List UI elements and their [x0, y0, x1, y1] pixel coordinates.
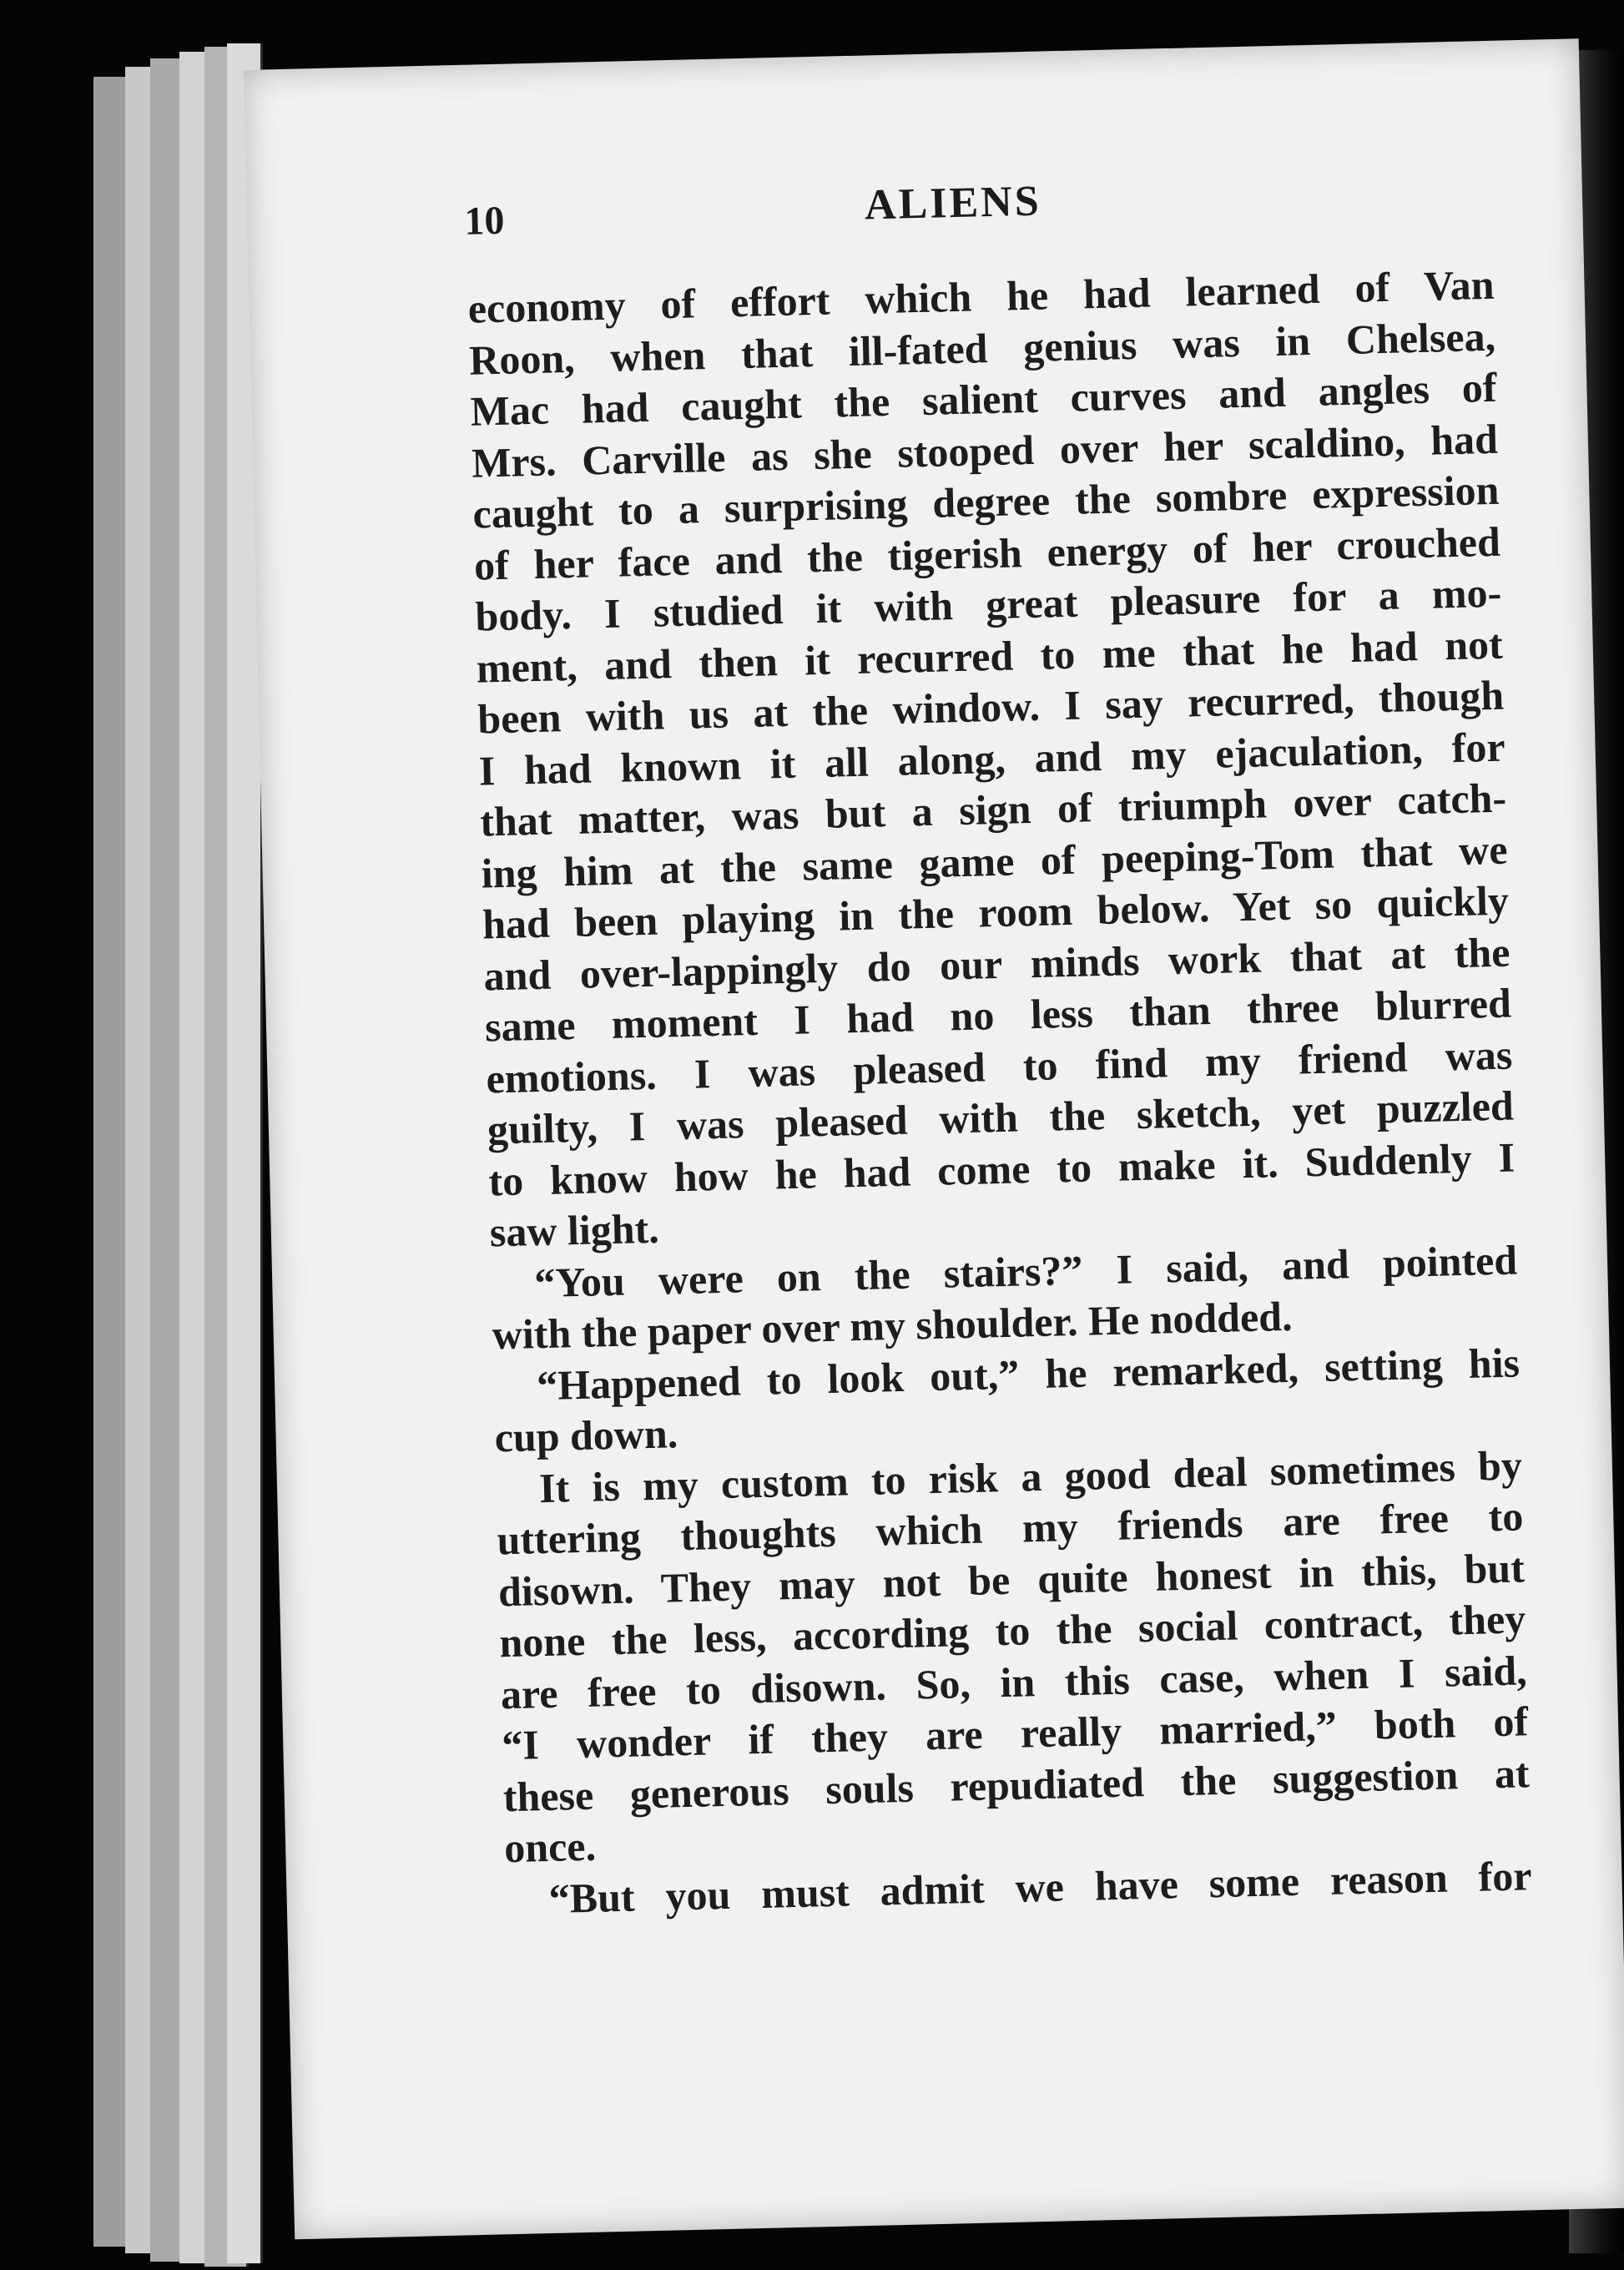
text-line: that matter, was but a sign of triumph over catch- — [479, 774, 1507, 845]
text-line: “Happened to look out,” he remarked, setting his — [536, 1338, 1521, 1409]
text-line: and over-lappingly do our minds work that at the — [482, 928, 1511, 1000]
text-line: to know how he had come to make it. Suddenly I — [487, 1132, 1516, 1204]
text-line: Mrs. Carville as she stooped over her scaldino, had — [471, 415, 1499, 487]
text-line: emotions. I was pleased to find my friend was — [485, 1031, 1513, 1102]
text-line: “You were on the stairs?” I said, and pointed — [533, 1235, 1518, 1306]
text-line: guilty, I was pleased with the sketch, yet puzzled — [487, 1082, 1515, 1153]
text-line: none the less, according to the social contract, they — [498, 1595, 1526, 1667]
text-line: uttering thoughts which my friends are free to — [496, 1492, 1524, 1564]
text-line: saw light. — [489, 1204, 660, 1256]
text-line: been with us at the window. I say recurred, though — [477, 671, 1505, 743]
running-head: ALIENS — [864, 177, 1042, 230]
text-line: cup down. — [494, 1410, 678, 1461]
text-line: are free to disown. So, in this case, when I said, — [500, 1646, 1528, 1718]
text-line: with the paper over my shoulder. He nodded. — [492, 1292, 1294, 1359]
text-line: body. I studied it with great pleasure for a mo- — [474, 568, 1502, 640]
text-line: ment, and then it recurred to me that he had not — [476, 620, 1504, 692]
text-line: economy of effort which he had learned of Van — [467, 260, 1495, 332]
text-line: had been playing in the room below. Yet so quickly — [482, 876, 1510, 948]
text-line: disown. They may not be quite honest in this, but — [497, 1543, 1526, 1615]
text-line: It is my custom to risk a good deal sometimes by — [538, 1440, 1523, 1511]
text-line: “But you must admit we have some reason for — [548, 1851, 1533, 1922]
body-text — [467, 260, 1532, 1925]
text-line: once. — [503, 1822, 597, 1872]
page-number: 10 — [463, 198, 505, 244]
text-line: Roon, when that ill-fated genius was in Chelsea, — [468, 312, 1496, 384]
text-line: I had known it all along, and my ejaculation, for — [478, 723, 1506, 794]
page-sheet — [244, 38, 1624, 2239]
text-line: “I wonder if they are really married,” both of — [501, 1697, 1529, 1769]
text-line: of her face and the tigerish energy of her crouched — [473, 517, 1501, 589]
text-line: Mac had caught the salient curves and angles of — [470, 363, 1498, 435]
page-header — [463, 176, 1424, 244]
text-line: these generous souls repudiated the suggestion at — [502, 1748, 1531, 1820]
text-line: same moment I had no less than three blurred — [484, 979, 1512, 1051]
text-line: caught to a surprising degree the sombre expression — [472, 466, 1500, 537]
text-line: ing him at the same game of peeping-Tom that we — [481, 825, 1509, 897]
